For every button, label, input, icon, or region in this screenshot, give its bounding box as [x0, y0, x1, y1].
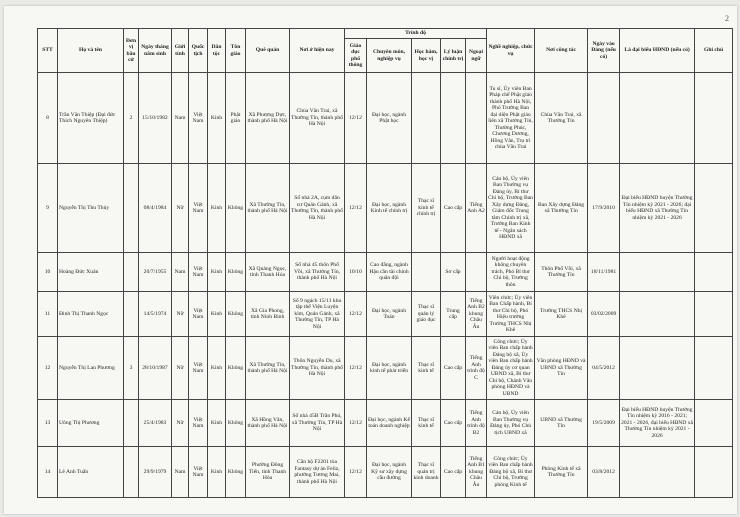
- cell-edu-political: Cao cấp: [441, 164, 466, 253]
- cell-edu-language: Tiếng Anh trình độ B2: [466, 400, 487, 447]
- cell-edu-general: 12/12: [345, 400, 367, 447]
- cell-nationality: Việt Nam: [189, 400, 208, 447]
- cell-dob: 08/4/1984: [139, 164, 172, 253]
- table-row: [38, 73, 733, 164]
- cell-nationality: Việt Nam: [189, 73, 208, 164]
- cell-job: Tu sĩ, Ủy viên Ban Pháp chế Phật giáo thành phố Hà Nội, Phó Trưởng Ban đại diện Phật giáo liên xã Thường Tín, Thường Phúc, Chương Dương, Hồng Vân, Trụ trì chùa Văn Trai: [487, 73, 535, 164]
- cell-workplace: Phòng Kinh tế xã Thường Tín: [535, 447, 588, 498]
- col-gender: Giới tính: [172, 29, 189, 73]
- cell-delegate: [620, 292, 695, 337]
- col-dob: Ngày tháng năm sinh: [139, 29, 172, 73]
- cell-name: Nguyễn Thị Lan Phương: [58, 337, 124, 400]
- cell-residence: Số nhà 45 thôn Phố Vồi, xã Thường Tín, thành phố Hà Nội: [290, 253, 345, 292]
- cell-edu-degree: Thạc sĩ kinh tế chính trị: [412, 164, 441, 253]
- header-row-top: [38, 29, 733, 39]
- cell-job: Công chức; Ủy viên Ban chấp hành Đảng bộ xã, Ủy viên Ban chấp hành Đảng ủy cơ quan UBND xã, Bí thư Chi bộ, Chánh Văn phòng HĐND và UBND: [487, 337, 535, 400]
- col-job: Nghề nghiệp, chức vụ: [487, 29, 535, 73]
- cell-unit: [124, 164, 139, 253]
- cell-note: [695, 164, 733, 253]
- cell-edu-degree: Thạc sĩ quản lý giáo dục: [412, 292, 441, 337]
- cell-dob: 28/10/1987: [139, 337, 172, 400]
- table-row: [38, 447, 733, 498]
- cell-stt: 10: [38, 253, 58, 292]
- col-edu-language: Ngoại ngữ: [466, 39, 487, 73]
- cell-residence: Số nhà 2A, cụm dân cư Quán Gánh, xã Thường Tín, thành phố Hà Nội: [290, 164, 345, 253]
- cell-nationality: Việt Nam: [189, 337, 208, 400]
- col-education-group: Trình độ: [345, 29, 487, 39]
- cell-job: Viên chức; Ủy viên Ban Chấp hành, Bí thư Chi bộ, Phó Hiệu trưởng Trường THCS Nhị Khê: [487, 292, 535, 337]
- cell-hometown: Xã Phượng Dực, thành phố Hà Nội: [246, 73, 290, 164]
- cell-nationality: Việt Nam: [189, 447, 208, 498]
- cell-stt: 9: [38, 164, 58, 253]
- cell-note: [695, 400, 733, 447]
- cell-note: [695, 337, 733, 400]
- col-stt: STT: [38, 29, 58, 73]
- cell-party-date: 03/8/2012: [588, 447, 620, 498]
- cell-hometown: Xã Thường Tín, thành phố Hà Nội: [246, 164, 290, 253]
- cell-name: Hoàng Đức Xuân: [58, 253, 124, 292]
- cell-ethnicity: Kinh: [208, 73, 226, 164]
- cell-note: [695, 292, 733, 337]
- cell-hometown: Xã Gia Phong, tỉnh Ninh Bình: [246, 292, 290, 337]
- cell-job: Cán bộ, Ủy viên Ban Thường vụ Đảng ủy, Bí thư Chi bộ, Trưởng Ban Xây dựng Đảng, Giám đốc Trung tâm Chính trị xã, Trưởng Ban Kinh tế - Ngân sách HĐND xã: [487, 164, 535, 253]
- cell-edu-degree: Thạc sĩ kinh tế: [412, 337, 441, 400]
- table-row: [38, 400, 733, 447]
- col-nationality: Quốc tịch: [189, 29, 208, 73]
- cell-edu-general: 12/12: [345, 292, 367, 337]
- cell-hometown: Xã Quảng Ngọc, tỉnh Thanh Hóa: [246, 253, 290, 292]
- cell-religion: Không: [226, 400, 246, 447]
- cell-unit: [124, 292, 139, 337]
- document-page: [4, 6, 737, 514]
- cell-edu-general: 12/12: [345, 164, 367, 253]
- page-mark: 2: [725, 14, 729, 23]
- cell-edu-language: [466, 73, 487, 164]
- cell-dob: 14/5/1974: [139, 292, 172, 337]
- cell-delegate: [620, 447, 695, 498]
- cell-residence: Thôn Nguyễn Du, xã Thường Tín, thành phố Hà Nội: [290, 337, 345, 400]
- cell-residence: Chùa Văn Trai, xã Thường Tín, thành phố Hà Nội: [290, 73, 345, 164]
- cell-delegate: Đại biểu HĐND huyện Thường Tín nhiệm kỳ 2021 - 2026; đại biểu HĐND xã Thường Tín nhiệm kỳ 2021 - 2026: [620, 164, 695, 253]
- cell-gender: Nam: [172, 447, 189, 498]
- cell-gender: Nữ: [172, 164, 189, 253]
- cell-name: Nguyễn Thị Thu Thủy: [58, 164, 124, 253]
- cell-name: Uông Thị Phương: [58, 400, 124, 447]
- col-delegate: Là đại biểu HĐND (nếu có): [620, 29, 695, 73]
- cell-edu-political: Cao cấp: [441, 447, 466, 498]
- col-residence: Nơi ở hiện nay: [290, 29, 345, 73]
- col-note: Ghi chú: [695, 29, 733, 73]
- cell-ethnicity: Kinh: [208, 292, 226, 337]
- table-row: [38, 292, 733, 337]
- cell-name: Đinh Thị Thanh Ngọc: [58, 292, 124, 337]
- cell-workplace: Văn phòng HĐND và UBND xã Thường Tín: [535, 337, 588, 400]
- cell-note: [695, 447, 733, 498]
- cell-unit: 3: [124, 337, 139, 400]
- cell-workplace: Trường THCS Nhị Khê: [535, 292, 588, 337]
- cell-name: Lê Anh Tuấn: [58, 447, 124, 498]
- cell-dob: 29/9/1979: [139, 447, 172, 498]
- cell-nationality: Việt Nam: [189, 253, 208, 292]
- cell-hometown: Xã Thường Tín, thành phố Hà Nội: [246, 337, 290, 400]
- cell-unit: 2: [124, 73, 139, 164]
- cell-ethnicity: Kinh: [208, 337, 226, 400]
- cell-ethnicity: Kinh: [208, 164, 226, 253]
- cell-nationality: Việt Nam: [189, 164, 208, 253]
- cell-stt: 13: [38, 400, 58, 447]
- cell-name: Trần Văn Thiệp (Đại đức Thích Nguyên Thiệp): [58, 73, 124, 164]
- cell-edu-degree: [412, 253, 441, 292]
- cell-religion: Không: [226, 447, 246, 498]
- cell-gender: Nữ: [172, 400, 189, 447]
- cell-edu-political: Sơ cấp: [441, 253, 466, 292]
- cell-edu-specialty: Đại học, ngành kinh tế phát triển: [367, 337, 412, 400]
- cell-dob: 25/4/1983: [139, 400, 172, 447]
- cell-party-date: 17/9/2010: [588, 164, 620, 253]
- cell-edu-specialty: Cao đẳng, ngành Hậu cần tài chính quân đội: [367, 253, 412, 292]
- cell-hometown: Phường Đông Tiến, tỉnh Thanh Hóa: [246, 447, 290, 498]
- cell-delegate: [620, 73, 695, 164]
- table-row: [38, 253, 733, 292]
- cell-edu-specialty: Đại học, ngành Toán: [367, 292, 412, 337]
- col-edu-political: Lý luận chính trị: [441, 39, 466, 73]
- cell-religion: Không: [226, 253, 246, 292]
- cell-gender: Nam: [172, 253, 189, 292]
- col-religion: Tôn giáo: [226, 29, 246, 73]
- cell-edu-language: Tiếng Anh B2 khung Châu Âu: [466, 292, 487, 337]
- cell-stt: 12: [38, 337, 58, 400]
- col-edu-general: Giáo dục phổ thông: [345, 39, 367, 73]
- cell-edu-political: Trung cấp: [441, 292, 466, 337]
- table-row: [38, 337, 733, 400]
- cell-job: Công chức; Ủy viên Ban chấp hành Đảng bộ xã, Bí thư Chi bộ, Trưởng phòng Kinh tế: [487, 447, 535, 498]
- cell-edu-specialty: Đại học, ngành Kinh tế chính trị: [367, 164, 412, 253]
- cell-ethnicity: Kinh: [208, 400, 226, 447]
- cell-note: [695, 253, 733, 292]
- cell-unit: [124, 253, 139, 292]
- cell-residence: Số 9 ngách 15/11 khu tập thể Viện Luyện kim, Quán Gánh, xã Thường Tín, TP Hà Nội: [290, 292, 345, 337]
- cell-edu-language: Tiếng Anh A2: [466, 164, 487, 253]
- cell-edu-political: Cao cấp: [441, 400, 466, 447]
- cell-edu-degree: [412, 73, 441, 164]
- cell-stt: 11: [38, 292, 58, 337]
- cell-edu-general: 12/12: [345, 73, 367, 164]
- cell-note: [695, 73, 733, 164]
- cell-job: Cán bộ, Ủy viên Ban Thường vụ Đảng ủy, Phó Chủ tịch UBND xã: [487, 400, 535, 447]
- cell-religion: Không: [226, 164, 246, 253]
- cell-gender: Nam: [172, 73, 189, 164]
- cell-residence: Số nhà 45B Trần Phú, xã Thường Tín, TP Hà Nội: [290, 400, 345, 447]
- cell-ethnicity: Kinh: [208, 253, 226, 292]
- cell-party-date: 03/02/2009: [588, 292, 620, 337]
- cell-edu-specialty: Đại học, ngành Phật học: [367, 73, 412, 164]
- col-unit: Đơn vị bầu cử: [124, 29, 139, 73]
- cell-dob: 15/10/1982: [139, 73, 172, 164]
- cell-religion: Không: [226, 292, 246, 337]
- cell-party-date: 04/5/2012: [588, 337, 620, 400]
- cell-workplace: UBND xã Thường Tín: [535, 400, 588, 447]
- cell-edu-general: 10/10: [345, 253, 367, 292]
- cell-workplace: Thôn Phố Vồi, xã Thường Tín: [535, 253, 588, 292]
- cell-unit: [124, 400, 139, 447]
- cell-edu-language: Tiếng Anh B1 khung Châu Âu: [466, 447, 487, 498]
- col-party-date: Ngày vào Đảng (nếu có): [588, 29, 620, 73]
- cell-party-date: 18/11/1981: [588, 253, 620, 292]
- cell-workplace: Ban Xây dựng Đảng xã Thường Tín: [535, 164, 588, 253]
- cell-delegate: [620, 253, 695, 292]
- cell-dob: 20/7/1955: [139, 253, 172, 292]
- cell-edu-language: Tiếng Anh trình độ C: [466, 337, 487, 400]
- cell-residence: Căn hộ F2201 tòa Fantasy dự án Feliz, phường Tương Mai, thành phố Hà Nội: [290, 447, 345, 498]
- cell-party-date: 19/5/2009: [588, 400, 620, 447]
- cell-edu-specialty: Đại học, ngành Kế toán doanh nghiệp: [367, 400, 412, 447]
- cell-gender: Nữ: [172, 337, 189, 400]
- cell-edu-degree: Thạc sĩ kinh tế: [412, 400, 441, 447]
- col-edu-specialty: Chuyên môn, nghiệp vụ: [367, 39, 412, 73]
- cell-delegate: [620, 337, 695, 400]
- cell-delegate: Đại biểu HĐND huyện Thường Tín nhiệm kỳ 2016 - 2021; 2021 - 2026, đại biểu HĐND xã Thường Tín nhiệm kỳ 2021 - 2026: [620, 400, 695, 447]
- cell-stt: 14: [38, 447, 58, 498]
- cell-party-date: [588, 73, 620, 164]
- col-hometown: Quê quán: [246, 29, 290, 73]
- cell-workplace: Chùa Văn Trai, xã Thường Tín: [535, 73, 588, 164]
- table-row: [38, 164, 733, 253]
- cell-edu-degree: Thạc sĩ quản trị kinh doanh: [412, 447, 441, 498]
- cell-edu-political: Cao cấp: [441, 337, 466, 400]
- cell-religion: Phật giáo: [226, 73, 246, 164]
- col-name: Họ và tên: [58, 29, 124, 73]
- cell-job: Người hoạt động không chuyên trách, Phó Bí thư Chi bộ, Trưởng thôn: [487, 253, 535, 292]
- cell-ethnicity: Kinh: [208, 447, 226, 498]
- cell-edu-political: [441, 73, 466, 164]
- candidate-table: [37, 28, 733, 498]
- cell-edu-language: [466, 253, 487, 292]
- cell-nationality: Việt Nam: [189, 292, 208, 337]
- col-workplace: Nơi công tác: [535, 29, 588, 73]
- cell-gender: Nữ: [172, 292, 189, 337]
- cell-religion: Không: [226, 337, 246, 400]
- cell-unit: [124, 447, 139, 498]
- cell-hometown: Xã Hồng Vân, thành phố Hà Nội: [246, 400, 290, 447]
- cell-edu-specialty: Đại học, ngành Kỹ sư xây dựng cầu đường: [367, 447, 412, 498]
- col-ethnicity: Dân tộc: [208, 29, 226, 73]
- cell-edu-general: 12/12: [345, 447, 367, 498]
- col-edu-degree: Học hàm, học vị: [412, 39, 441, 73]
- cell-stt: 8: [38, 73, 58, 164]
- cell-edu-general: 12/12: [345, 337, 367, 400]
